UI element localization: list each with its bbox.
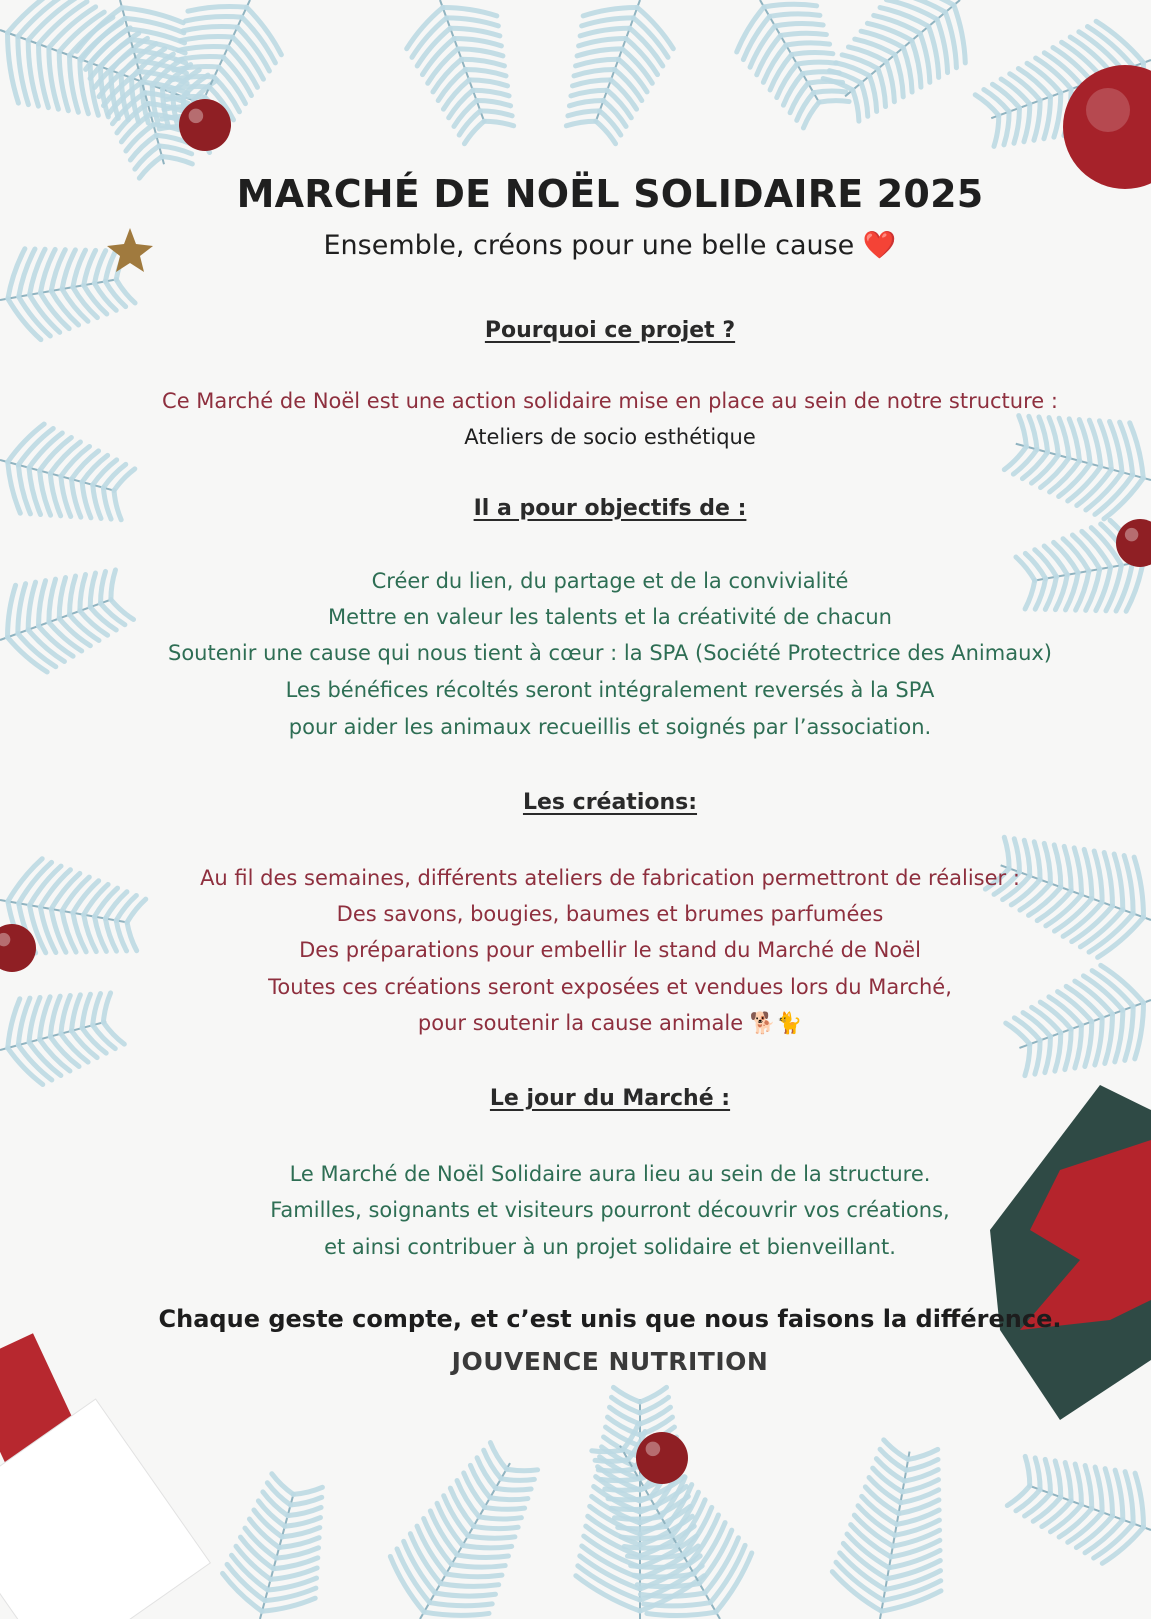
red-bauble-icon	[0, 924, 36, 972]
heading-market-day: Le jour du Marché :	[489, 1086, 731, 1111]
dog-cat-icon: 🐕🐈	[749, 1011, 803, 1035]
heading-objectives: Il a pour objectifs de :	[473, 496, 747, 521]
creations-line-4: Toutes ces créations seront exposées et vendues lors du Marché,	[268, 975, 952, 999]
creations-line-5	[80, 1011, 1140, 1036]
heart-icon: ❤️	[862, 230, 897, 261]
creations-line-2: Des savons, bougies, baumes et brumes parfumées	[336, 902, 884, 926]
objective-line-3: Soutenir une cause qui nous tient à cœur : la SPA (Société Protectrice des Animaux)	[167, 641, 1052, 665]
creations-line-5-text: pour soutenir la cause animale	[417, 1011, 744, 1035]
creations-line-3: Des préparations pour embellir le stand du Marché de Noël	[299, 938, 921, 962]
day-line-2: Familles, soignants et visiteurs pourront découvrir vos créations,	[270, 1198, 950, 1222]
why-line-2: Ateliers de socio esthétique	[464, 425, 756, 449]
objective-line-1: Créer du lien, du partage et de la convivialité	[371, 569, 849, 593]
creations-line-1: Au fil des semaines, différents ateliers de fabrication permettront de réaliser :	[200, 866, 1020, 890]
day-line-1: Le Marché de Noël Solidaire aura lieu au sein de la structure.	[289, 1162, 931, 1186]
subtitle	[80, 230, 1140, 262]
closing-statement: Chaque geste compte, et c’est unis que nous faisons la différence.	[158, 1305, 1062, 1333]
signature: JOUVENCE NUTRITION	[451, 1347, 769, 1376]
day-line-3: et ainsi contribuer à un projet solidaire et bienveillant.	[324, 1235, 896, 1259]
page-title: MARCHÉ DE NOËL SOLIDAIRE 2025	[236, 172, 984, 216]
subtitle-text: Ensemble, créons pour une belle cause	[323, 230, 855, 261]
objective-line-5: pour aider les animaux recueillis et soignés par l’association.	[288, 715, 932, 739]
heading-why: Pourquoi ce projet ?	[484, 318, 736, 343]
objective-line-2: Mettre en valeur les talents et la créativité de chacun	[328, 605, 892, 629]
flyer-content	[80, 0, 1140, 1619]
objective-line-4: Les bénéfices récoltés seront intégralement reversés à la SPA	[285, 678, 935, 702]
heading-creations: Les créations:	[522, 790, 698, 815]
why-line-1: Ce Marché de Noël est une action solidaire mise en place au sein de notre structure :	[162, 389, 1058, 413]
